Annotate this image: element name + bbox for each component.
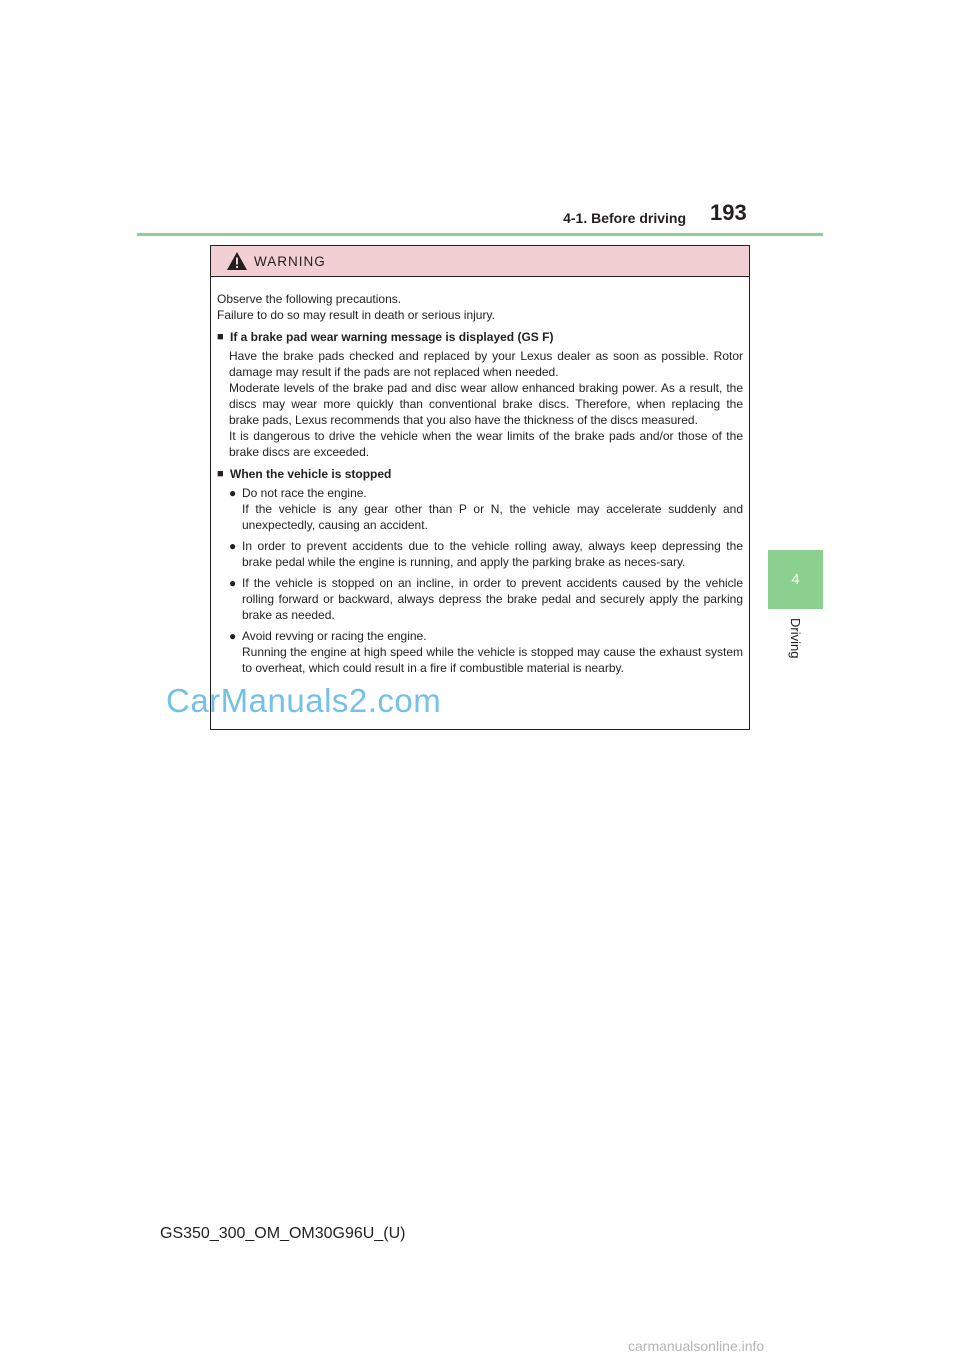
paragraph: Have the brake pads checked and replaced by your Lexus dealer as soon as possible. Rotor damage may result if the pads are not replaced when needed.	[229, 349, 743, 379]
bullet-dot-icon: ●	[229, 539, 237, 553]
warning-box	[210, 245, 750, 730]
list-item	[217, 575, 743, 623]
section-body	[217, 485, 743, 676]
manual-code: GS350_300_OM_OM30G96U_(U)	[160, 1225, 406, 1242]
section-heading-text: If a brake pad wear warning message is displayed (GS F)	[230, 330, 554, 344]
square-bullet-icon: ■	[217, 468, 224, 480]
list-item	[217, 538, 743, 570]
section-heading	[217, 329, 743, 345]
bullet-dot-icon: ●	[229, 629, 237, 643]
chapter-tab-label: Driving	[788, 618, 803, 659]
warning-header	[211, 246, 749, 277]
section-heading-text: When the vehicle is stopped	[230, 467, 392, 481]
bullet-text: Avoid revving or racing the engine.	[242, 629, 427, 643]
intro-line: Failure to do so may result in death or serious injury.	[217, 308, 495, 322]
watermark: CarManuals2.com	[166, 682, 442, 719]
intro-line: Observe the following precautions.	[217, 292, 402, 306]
bullet-text: If the vehicle is stopped on an incline, in order to prevent accidents caused by the vehicle rolling forward or backward, always depress the brake pedal and securely apply the parking brake as needed.	[242, 576, 743, 622]
section-title: 4-1. Before driving	[563, 210, 686, 226]
section-body	[217, 348, 743, 460]
warning-title: WARNING	[254, 253, 326, 269]
section-heading	[217, 466, 743, 482]
warning-triangle-icon	[226, 251, 248, 271]
chapter-tab-number: 4	[768, 550, 823, 609]
list-item	[217, 628, 743, 676]
header-divider	[137, 233, 823, 236]
paragraph: It is dangerous to drive the vehicle when the wear limits of the brake pads and/or those of the brake discs are exceeded.	[229, 429, 743, 459]
warning-body	[211, 277, 749, 676]
bullet-dot-icon: ●	[229, 576, 237, 590]
bullet-text: Do not race the engine.	[242, 486, 367, 500]
page-number: 193	[710, 200, 747, 225]
list-item	[217, 485, 743, 533]
bullet-text: In order to prevent accidents due to the vehicle rolling away, always keep depressing the brake pedal while the engine is running, and apply the parking brake as neces-sary.	[242, 539, 743, 569]
square-bullet-icon: ■	[217, 331, 224, 343]
paragraph: Moderate levels of the brake pad and disc wear allow enhanced braking power. As a result, the discs may wear more quickly than conventional brake discs. Therefore, when replacing the brake pads, Lexus recommends that you also have the thickness of the discs measured.	[229, 381, 743, 427]
bullet-text: If the vehicle is any gear other than P or N, the vehicle may accelerate suddenly and unexpectedly, causing an accident.	[242, 502, 743, 532]
bullet-text: Running the engine at high speed while the vehicle is stopped may cause the exhaust system to overheat, which could result in a fire if combustible material is nearby.	[242, 645, 743, 675]
site-watermark: carmanualsonline.info	[628, 1338, 765, 1354]
bullet-dot-icon: ●	[229, 486, 237, 500]
